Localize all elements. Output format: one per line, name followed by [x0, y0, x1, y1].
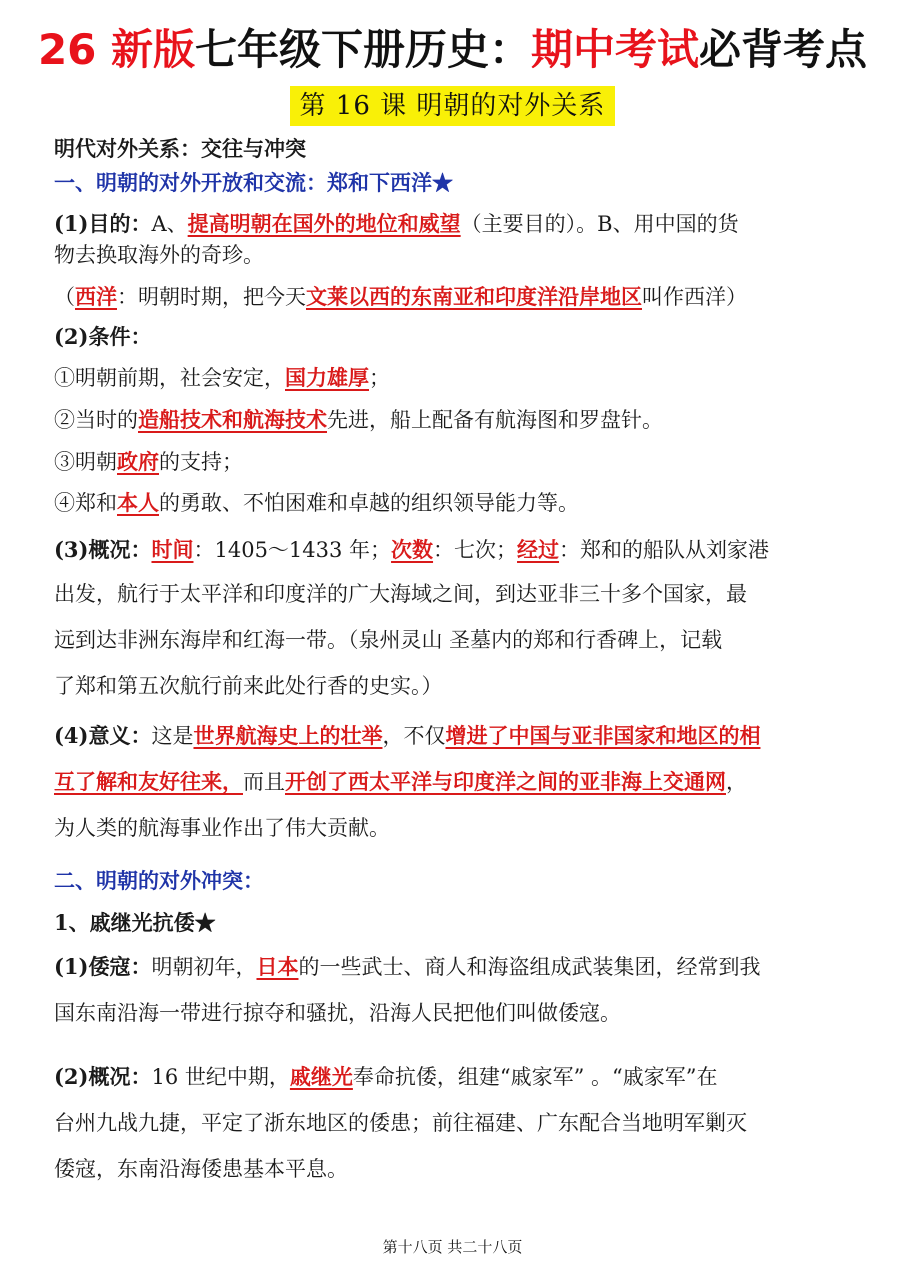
lesson-title: 第 16 课 明朝的对外关系	[290, 86, 616, 126]
qi-overview-line-2: 台州九战九捷，平定了浙东地区的倭患；前往福建、广东配合当地明军剿灭	[54, 1111, 747, 1135]
item-text: ③明朝	[54, 450, 117, 474]
wokou-text: 的一些武士、商人和海盗组成武装集团，经常到我	[298, 955, 761, 979]
condition-item-4	[54, 488, 579, 518]
purpose-label: (1)目的：	[54, 211, 152, 236]
section-1-heading: 一、明朝的对外开放和交流：郑和下西洋★	[54, 170, 453, 195]
key-point: 世界航海史上的壮举	[193, 723, 383, 748]
key-point: 本人	[117, 490, 159, 515]
key-point: 开创了西太平洋与印度洋之间的亚非海上交通网	[285, 769, 726, 794]
significance-text: ，	[726, 770, 747, 794]
item-text: ④郑和	[54, 491, 117, 515]
note-open: （	[54, 285, 75, 309]
title-part-4: 必背考点	[699, 25, 868, 74]
key-point: 增进了中国与亚非国家和地区的相	[445, 723, 761, 748]
lesson-header	[0, 86, 905, 126]
key-point: 国力雄厚	[285, 365, 369, 390]
significance-text: 这是	[151, 724, 194, 748]
page-number: 第十八页 共二十八页	[382, 1238, 523, 1256]
overview-line-3: 远到达非洲东海岸和红海一带。（泉州灵山 圣墓内的郑和行香碑上，记载	[54, 628, 723, 652]
overview-line-2: 出发，航行于太平洋和印度洋的广大海域之间，到达亚非三十多个国家，最	[54, 582, 747, 606]
purpose-line-1	[54, 209, 739, 239]
wokou-label: (1)倭寇：	[54, 954, 152, 979]
condition-item-1	[54, 363, 390, 393]
key-point: 提高明朝在国外的地位和威望	[187, 211, 461, 236]
title-part-1: 26 新版	[37, 25, 196, 74]
key-point: 经过	[517, 537, 560, 562]
key-point: 政府	[117, 449, 159, 474]
purpose-text-b: （主要目的）。B、用中国的货	[460, 212, 739, 236]
key-point: 西洋	[75, 284, 117, 309]
item-text: 的勇敢、不怕困难和卓越的组织领导能力等。	[159, 491, 579, 515]
key-point: 时间	[151, 537, 194, 562]
key-point: 戚继光	[289, 1064, 353, 1089]
key-point: 互了解和友好往来，	[54, 769, 243, 794]
qi-text: 奉命抗倭，组建“戚家军” 。“戚家军”在	[352, 1065, 718, 1089]
title-part-2: 七年级下册历史：	[195, 25, 532, 74]
intro-line: 明代对外关系：交往与冲突	[54, 136, 306, 161]
overview-line-1	[54, 535, 769, 565]
xiyang-note	[54, 282, 747, 312]
item-text: ①明朝前期，社会安定，	[54, 366, 285, 390]
wokou-line-1	[54, 952, 760, 982]
wokou-line-2: 国东南沿海一带进行掠夺和骚扰，沿海人民把他们叫做倭寇。	[54, 1001, 621, 1025]
item-text: ；	[369, 366, 390, 390]
conditions-label: (2)条件：	[54, 324, 152, 349]
overview-text: ：1405～1433 年；	[193, 538, 392, 562]
key-point: 次数	[391, 537, 434, 562]
key-point: 日本	[256, 954, 299, 979]
condition-item-3	[54, 447, 243, 477]
qi-overview-line-1	[54, 1062, 718, 1092]
wokou-text: 明朝初年，	[151, 955, 257, 979]
section-2-heading: 二、明朝的对外冲突：	[54, 868, 264, 893]
qi-text: 16 世纪中期，	[151, 1065, 290, 1089]
significance-text: ，不仅	[382, 724, 446, 748]
item-text: 的支持；	[159, 450, 243, 474]
significance-line-3: 为人类的航海事业作出了伟大贡献。	[54, 816, 390, 840]
overview-label: (3)概况：	[54, 537, 152, 562]
purpose-line-2: 物去换取海外的奇珍。	[54, 243, 264, 267]
note-text-b: 叫作西洋）	[642, 285, 747, 309]
significance-line-2	[54, 767, 747, 797]
significance-line-1	[54, 721, 760, 751]
significance-text: 而且	[243, 770, 285, 794]
overview-text: ：七次；	[433, 538, 518, 562]
significance-label: (4)意义：	[54, 723, 152, 748]
key-point: 造船技术和航海技术	[138, 407, 327, 432]
title-part-3: 期中考试	[531, 25, 700, 74]
subsection-heading: 1、戚继光抗倭★	[54, 910, 216, 935]
purpose-text-a: A、	[151, 212, 188, 236]
note-text-a: ：明朝时期，把今天	[117, 285, 306, 309]
overview-text: ：郑和的船队从刘家港	[559, 538, 770, 562]
qi-overview-label: (2)概况：	[54, 1064, 152, 1089]
page-title	[0, 22, 905, 78]
condition-item-2	[54, 405, 663, 435]
overview-line-4: 了郑和第五次航行前来此处行香的史实。）	[54, 674, 443, 698]
key-point: 文莱以西的东南亚和印度洋沿岸地区	[306, 284, 642, 309]
item-text: 先进，船上配备有航海图和罗盘针。	[327, 408, 663, 432]
qi-overview-line-3: 倭寇，东南沿海倭患基本平息。	[54, 1157, 348, 1181]
item-text: ②当时的	[54, 408, 138, 432]
